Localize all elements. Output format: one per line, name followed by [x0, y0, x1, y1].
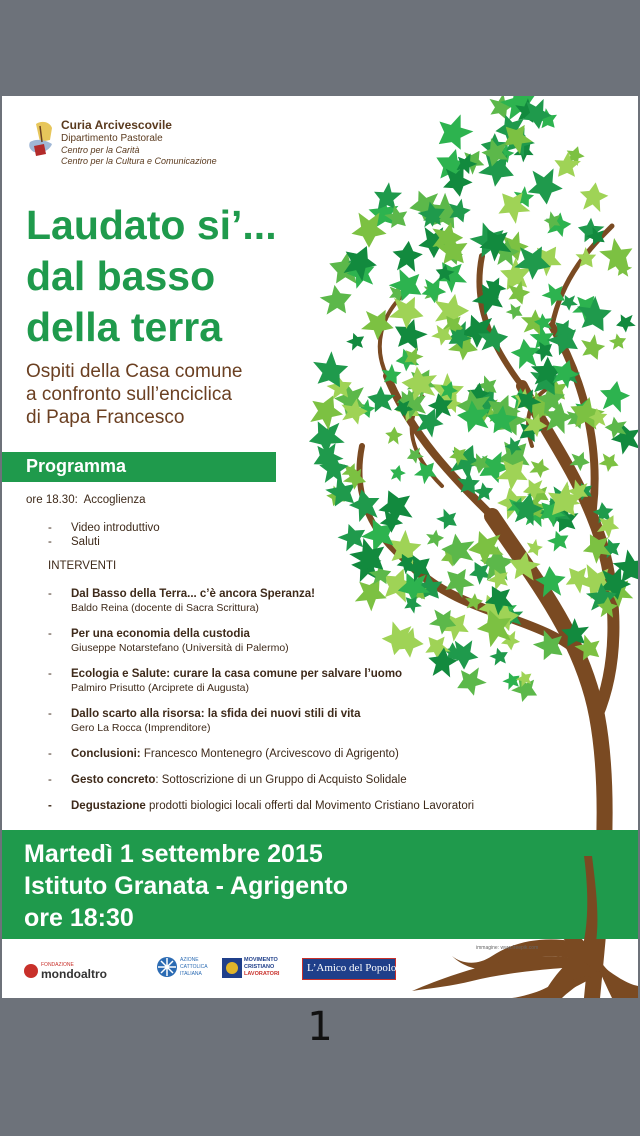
talk-item: - Dal Basso della Terra... c’è ancora Speranza! Baldo Reina (docente di Sacra Scrittura)	[48, 588, 315, 614]
leaf-shape	[577, 332, 609, 364]
event-time: ore 18:30	[24, 904, 134, 932]
title-line-2: dal basso	[26, 253, 216, 299]
leaf-shape	[388, 463, 407, 482]
leaf-shape	[385, 263, 430, 308]
conclusioni-label: Conclusioni:	[71, 748, 141, 760]
amico-del-popolo-logo	[302, 958, 396, 980]
video-item: Video introduttivo	[71, 522, 160, 534]
curia-dept: Dipartimento Pastorale	[61, 133, 163, 144]
title-line-1: Laudato si’...	[26, 202, 277, 248]
talk-item: - Ecologia e Salute: curare la casa comune per salvare l’uomo Palmiro Prisutto (Arciprete di Augusta)	[48, 668, 403, 694]
leaf-shape	[577, 180, 610, 213]
programma-heading: Programma	[26, 456, 127, 476]
degustazione-label: Degustazione	[71, 800, 146, 812]
leaf-shape	[613, 311, 636, 334]
talk-speaker: Baldo Reina (docente di Sacra Scrittura)	[71, 602, 259, 614]
talk-item: - Per una economia della custodia Giuseppe Notarstefano (Università di Palermo)	[48, 628, 289, 654]
talk-title: Dallo scarto alla risorsa: la sfida dei nuovi stili di vita	[71, 708, 361, 720]
mcl-line-3: LAVORATORI	[244, 971, 280, 977]
talk-speaker: Palmiro Prisutto (Arciprete di Augusta)	[71, 682, 249, 694]
mcl-line-2: CRISTIANO	[244, 964, 275, 970]
talk-speaker: Gero La Rocca (Imprenditore)	[71, 722, 211, 734]
subtitle-line-2: a confronto sull’enciclica	[26, 384, 232, 405]
poster: Curia Arcivescovile Dipartimento Pastorale Centro per la Carità Centro per la Cultura e Comunicazione Laudato si’... dal basso della terra Ospiti della Casa comune a confronto sull’enciclica di Papa Francesco Programma ore 18.30: Accoglienza - Video introduttivo - Saluti INTERVENTI - Dal Basso della Terra... c’è ancora Speranza! Baldo Reina (docente di Sacra Scrittura) - Per una economia della custodia Giuseppe Notarstefano (Università di Palermo) - Ecologia e Salute: curare la casa comune per salvare l’uomo Palmiro Prisutto (Arciprete di Augusta) - Dallo scarto alla risorsa: la sfida dei nuovi stili di vita Gero La Rocca (Imprenditore) - Conclusioni: Francesco Montenegro (Arcivescovo di Agrigento) - Gesto concreto: Sottoscrizione di un Gruppo di Acquisto Solidale - Degustazione prodotti biologici locali offerti dal Movimento Cristiano Lavoratori Martedì 1 settembre 2015 Istituto Granata - Agrigento ore 18:30 immagine: www.freepik.com FONDAZIONE mondoaltro AZIONE CATTOLICA ITALIANA MOVIMENTO CRISTIANO LAVORATORI L’Amico del Popolo	[2, 96, 638, 998]
programma-banner	[2, 452, 276, 482]
conclusioni-text: Francesco Montenegro (Arcivescovo di Agrigento)	[143, 748, 399, 760]
leaf-shape	[426, 529, 445, 548]
leaf-shape	[607, 331, 629, 353]
event-title	[26, 200, 356, 353]
amico-name: L’Amico del Popolo	[307, 962, 397, 974]
mondoaltro-logo	[24, 962, 134, 980]
gesto-label: Gesto concreto	[71, 774, 156, 786]
event-date: Martedì 1 settembre 2015	[24, 840, 323, 868]
mcl-logo	[222, 956, 282, 980]
leaf-shape	[529, 457, 551, 479]
welcome-time: ore 18.30:	[26, 494, 78, 506]
azione-line-2: CATTOLICA	[180, 964, 208, 970]
page-number: 1	[307, 1004, 333, 1050]
title-line-3: della terra	[26, 304, 222, 350]
talk-title: Per una economia della custodia	[71, 628, 250, 640]
leaf-shape	[391, 240, 424, 273]
saluti-item: Saluti	[71, 536, 100, 548]
gesto-text: : Sottoscrizione di un Gruppo di Acquisto Solidale	[155, 774, 407, 786]
mcl-line-1: MOVIMENTO	[244, 957, 278, 963]
event-place: Istituto Granata - Agrigento	[24, 872, 349, 900]
subtitle-line-3: di Papa Francesco	[26, 407, 185, 428]
talk-item: - Dallo scarto alla risorsa: la sfida dei nuovi stili di vita Gero La Rocca (Imprenditore)	[48, 708, 361, 734]
curia-org: Curia Arcivescovile	[61, 118, 172, 132]
degustazione-text: prodotti biologici locali offerti dal Movimento Cristiano Lavoratori	[148, 800, 475, 812]
leaf-shape	[428, 109, 478, 159]
curia-center-2: Centro per la Cultura e Comunicazione	[61, 156, 217, 166]
image-credit: immagine: www.freepik.com	[476, 945, 539, 951]
leaf-shape	[526, 168, 565, 207]
leaf-shape	[346, 486, 384, 524]
talk-title: Dal Basso della Terra... c’è ancora Speranza!	[71, 588, 315, 600]
welcome-item	[26, 494, 146, 506]
mondoaltro-small: FONDAZIONE	[41, 962, 74, 968]
mondoaltro-name: mondoaltro	[41, 967, 107, 981]
azione-line-1: AZIONE	[180, 957, 199, 963]
leaf-shape	[434, 505, 463, 534]
event-subtitle	[26, 360, 326, 429]
leaf-shape	[504, 301, 526, 323]
leaf-shape	[384, 426, 403, 445]
curia-center-1: Centro per la Carità	[61, 145, 140, 155]
curia-logo-icon	[26, 120, 58, 160]
welcome-label: Accoglienza	[83, 494, 146, 506]
azione-cattolica-logo	[156, 956, 216, 980]
interventi-heading: INTERVENTI	[48, 560, 117, 572]
sponsor-logos	[2, 954, 638, 982]
leaf-shape	[597, 450, 622, 475]
azione-cattolica-icon	[156, 956, 178, 978]
leaf-shape	[597, 378, 632, 413]
talk-speaker: Giuseppe Notarstefano (Università di Palermo)	[71, 642, 289, 654]
mondoaltro-icon	[24, 964, 38, 978]
talk-title: Ecologia e Salute: curare la casa comune per salvare l’uomo	[71, 668, 403, 680]
azione-line-3: ITALIANA	[180, 971, 202, 977]
leaf-shape	[387, 292, 428, 333]
subtitle-line-1: Ospiti della Casa comune	[26, 361, 243, 382]
